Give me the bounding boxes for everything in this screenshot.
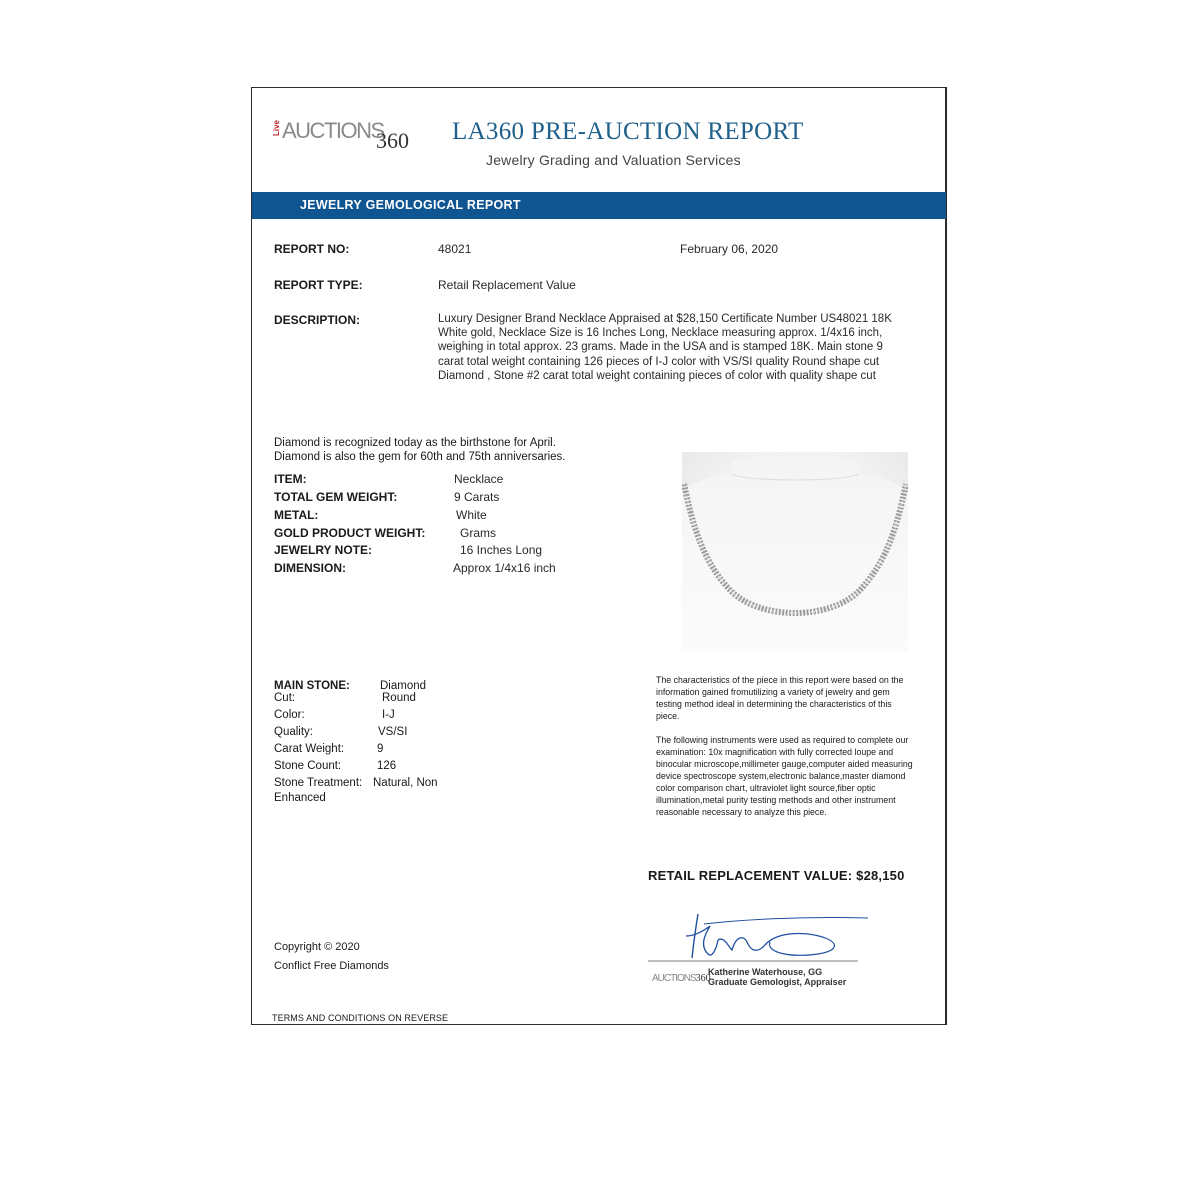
stone-count-label: Stone Count: (274, 760, 342, 772)
report-title: LA360 PRE-AUCTION REPORT (452, 118, 804, 145)
spec-value: 16 Inches Long (460, 543, 543, 557)
report-type-label: REPORT TYPE: (274, 278, 363, 292)
cut-value: Round (382, 692, 416, 704)
birthstone-line-1: Diamond is recognized today as the birthstone for April. (274, 437, 556, 449)
birthstone-line-2: Diamond is also the gem for 60th and 75th anniversaries. (274, 451, 566, 463)
conflict-free-note: Conflict Free Diamonds (274, 960, 389, 972)
necklace-photo (682, 452, 908, 652)
report-type-value: Retail Replacement Value (438, 278, 576, 292)
cut-label: Cut: (274, 692, 296, 704)
appraiser-name: Katherine Waterhouse, GG (708, 967, 823, 977)
report-no-value: 48021 (438, 242, 472, 256)
spec-label: ITEM: (274, 472, 307, 486)
brand-logo: Live AUCTIONS 360 (272, 118, 409, 153)
examination-notes (656, 674, 914, 818)
small-logo: AUCTIONS360 (652, 973, 711, 984)
section-banner (252, 192, 946, 219)
spec-label: METAL: (274, 508, 319, 522)
stone-count-value: 126 (377, 760, 397, 772)
main-stone-label: MAIN STONE: (274, 680, 350, 692)
stone-treatment-continued: Enhanced (274, 792, 326, 804)
spec-value: Necklace (454, 472, 504, 486)
spec-label: JEWELRY NOTE: (274, 543, 373, 557)
spec-label: DIMENSION: (274, 561, 346, 575)
report-page (251, 87, 947, 1025)
description-label: DESCRIPTION: (274, 313, 361, 327)
color-value: I-J (382, 709, 395, 721)
color-label: Color: (274, 709, 305, 721)
spec-label: TOTAL GEM WEIGHT: (274, 490, 398, 504)
retail-replacement-value: RETAIL REPLACEMENT VALUE: $28,150 (648, 868, 905, 883)
report-no-label: REPORT NO: (274, 242, 350, 256)
appraiser-title: Graduate Gemologist, Appraiser (708, 977, 847, 987)
carat-weight-value: 9 (377, 743, 384, 755)
main-stone-value: Diamond (380, 680, 427, 692)
quality-label: Quality: (274, 726, 313, 738)
spec-value: White (456, 508, 487, 522)
quality-value: VS/SI (378, 726, 408, 738)
description-text: Luxury Designer Brand Necklace Appraised at $28,150 Certificate Number US48021 18K White gold, Necklace Size is 16 Inches Long, Necklace measuring approx. 1/4x16 inch, weighing in total approx. 23 grams. Made in the USA and is stamped 18K. Main stone 9 carat total weight containing 126 pieces of I-J color with VS/SI quality Round shape cut Diamond , Stone #2 carat total weight containing pieces of color with quality shape cut (438, 313, 892, 382)
banner-label: JEWELRY GEMOLOGICAL REPORT (300, 198, 521, 212)
carat-weight-label: Carat Weight: (274, 743, 345, 755)
stone-treatment-value: Natural, Non (373, 777, 438, 789)
report-subtitle: Jewelry Grading and Valuation Services (486, 152, 741, 168)
notes-paragraph-1: The characteristics of the piece in this report were based on the information gained fromutilizing a variety of jewelry and gem testing method ideal in determining the characteristics of this piece. (656, 675, 904, 721)
spec-value: Approx 1/4x16 inch (453, 561, 556, 575)
notes-paragraph-2: The following instruments were used as required to complete our examination: 10x magnification with fully corrected loupe and binocular microscope,millimeter gauge,computer aided measuring device spectroscope system,electronic balance,master diamond color comparison chart, ultraviolet light source,fiber optic illumination,metal purity testing methods and other instrument reasonable necessary to analyze this piece. (656, 735, 913, 817)
spec-label: GOLD PRODUCT WEIGHT: (274, 526, 426, 540)
birthstone-note (274, 436, 566, 464)
terms-note: TERMS AND CONDITIONS ON REVERSE (272, 1013, 449, 1023)
signature (648, 906, 878, 976)
stone-treatment-label: Stone Treatment: (274, 777, 363, 789)
appraiser-info (708, 967, 846, 987)
copyright: Copyright © 2020 (274, 941, 360, 953)
report-date: February 06, 2020 (680, 242, 779, 256)
spec-value: 9 Carats (454, 490, 500, 504)
spec-value: Grams (460, 526, 496, 540)
